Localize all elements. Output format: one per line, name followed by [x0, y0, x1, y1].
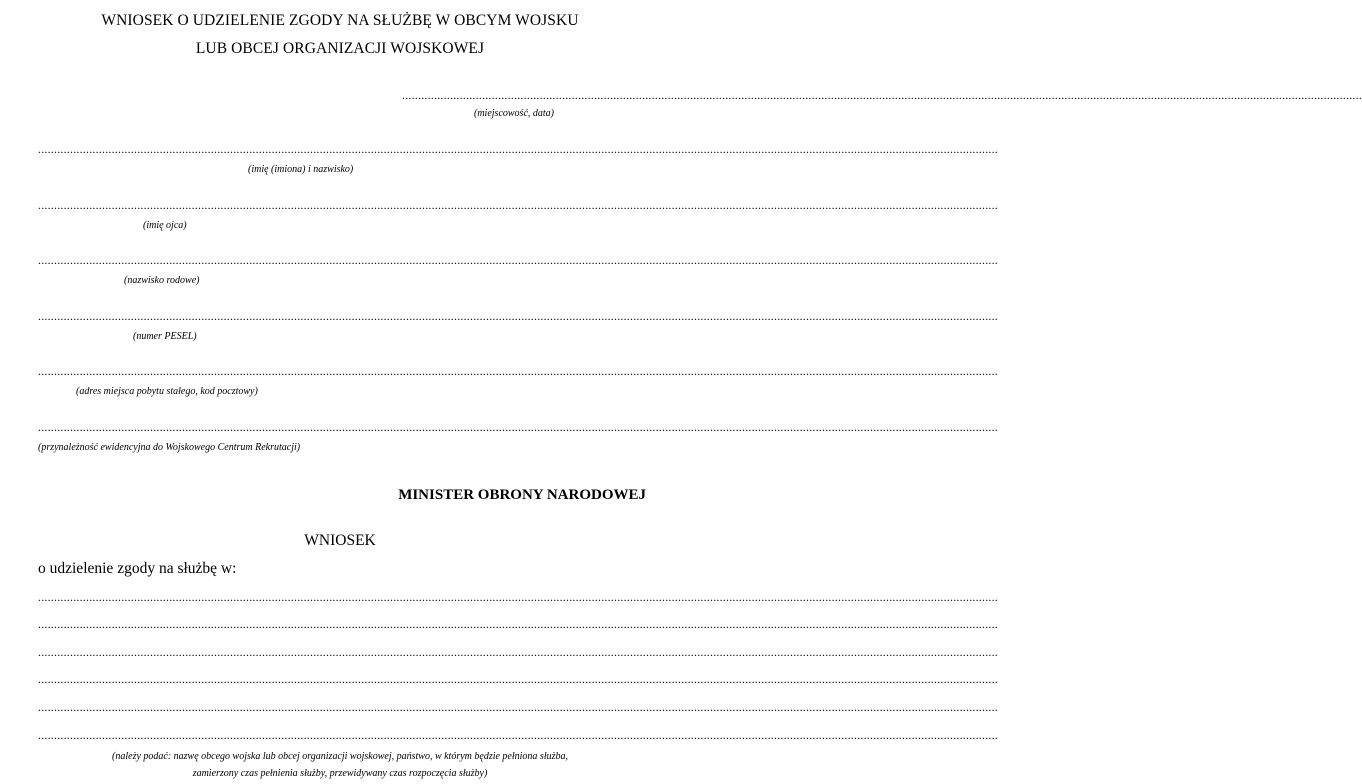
father-name-field-line[interactable]: ............................................................................................................................................................................................................................................................................................................: [38, 198, 998, 212]
document-title-line-1: WNIOSEK O UDZIELENIE ZGODY NA SŁUŻBĘ W OBCYM WOJSKU: [101, 12, 579, 29]
registry-field-line[interactable]: ............................................................................................................................................................................................................................................................................................................: [38, 420, 998, 434]
family-name-caption: (nazwisko rodowe): [124, 275, 200, 286]
document-title-line-2: LUB OBCEJ ORGANIZACJI WOJSKOWEJ: [195, 40, 485, 57]
family-name-field-line[interactable]: ............................................................................................................................................................................................................................................................................................................: [38, 253, 998, 267]
address-field-line[interactable]: ............................................................................................................................................................................................................................................................................................................: [38, 364, 998, 378]
request-note-line-1: (należy podać: nazwę obcego wojska lub obcej organizacji wojskowej, państwo, w którym będzie pełniona służba,: [112, 751, 568, 762]
request-field-line[interactable]: ............................................................................................................................................................................................................................................................................................................: [38, 617, 998, 631]
pesel-field-line[interactable]: ............................................................................................................................................................................................................................................................................................................: [38, 309, 998, 323]
place-date-field-line[interactable]: ............................................................................................................................................................................................................................................................................................................: [402, 88, 1362, 102]
request-heading: WNIOSEK: [304, 532, 376, 549]
request-intro: o udzielenie zgody na służbę w:: [38, 560, 237, 577]
addressee: MINISTER OBRONY NARODOWEJ: [398, 487, 646, 503]
full-name-caption: (imię (imiona) i nazwisko): [248, 164, 354, 175]
father-name-caption: (imię ojca): [143, 220, 187, 231]
request-field-line[interactable]: ............................................................................................................................................................................................................................................................................................................: [38, 590, 998, 604]
place-date-caption: (miejscowość, data): [474, 108, 554, 119]
pesel-caption: (numer PESEL): [133, 331, 197, 342]
registry-caption: (przynależność ewidencyjna do Wojskowego Centrum Rekrutacji): [38, 442, 301, 453]
full-name-field-line[interactable]: ............................................................................................................................................................................................................................................................................................................: [38, 142, 998, 156]
request-field-line[interactable]: ............................................................................................................................................................................................................................................................................................................: [38, 645, 998, 659]
request-field-line[interactable]: ............................................................................................................................................................................................................................................................................................................: [38, 728, 998, 742]
address-caption: (adres miejsca pobytu stałego, kod pocztowy): [76, 386, 258, 397]
request-note-line-2: zamierzony czas pełnienia służby, przewidywany czas rozpoczęcia służby): [192, 768, 488, 779]
request-field-line[interactable]: ............................................................................................................................................................................................................................................................................................................: [38, 672, 998, 686]
request-field-line[interactable]: ............................................................................................................................................................................................................................................................................................................: [38, 700, 998, 714]
